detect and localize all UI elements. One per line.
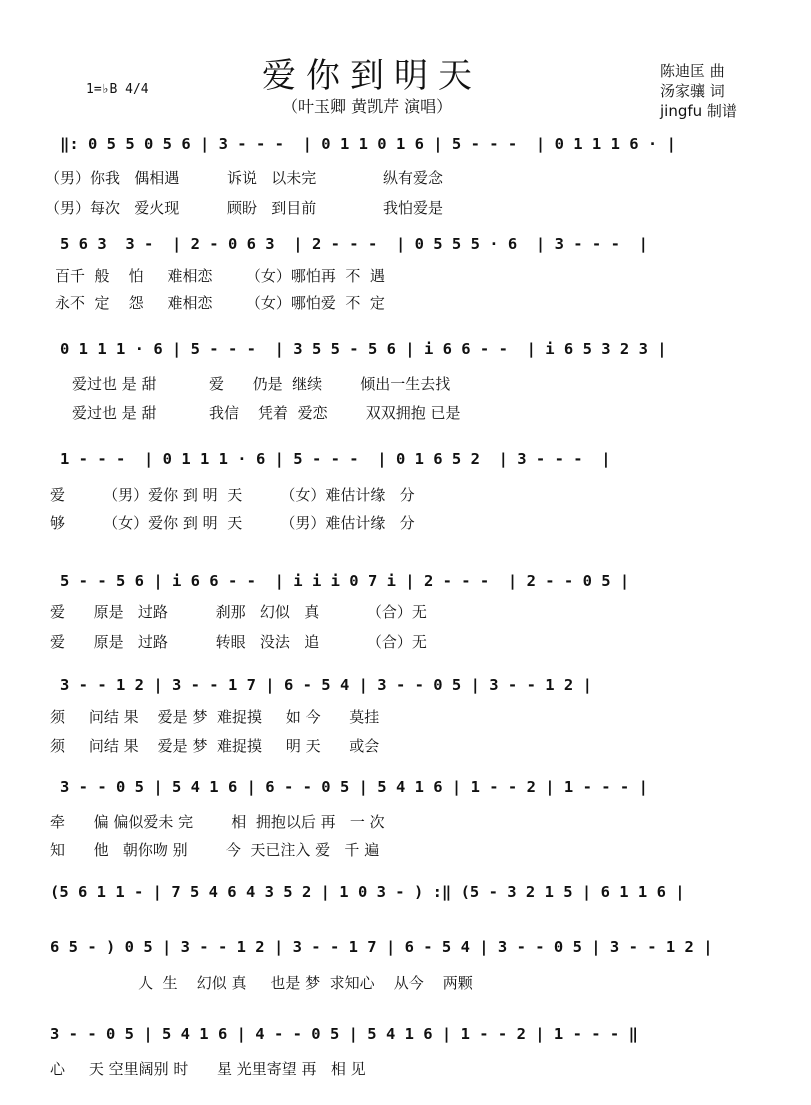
notation-line: 6 5 - ) 0 5 | 3 - - 1 2 | 3 - - 1 7 | 6 - 5 4 | 3 - - 0 5 | 3 - - 1 2 | xyxy=(50,938,713,956)
lyric-line: 须 问结 果 爱是 梦 难捉摸 明 天 或会 xyxy=(50,737,380,755)
notation-line: (5 6 1 1 - | 7 5 4 6 4 3 5 2 | 1 0 3 - ) :‖ (5 - 3 2 1 5 | 6 1 1 6 | xyxy=(50,883,685,901)
song-title: 爱你到明天 xyxy=(262,56,482,96)
lyric-line: 心 天 空里阔别 时 星 光里寄望 再 相 见 xyxy=(50,1060,366,1078)
composer-credit: 陈迪匡 曲 xyxy=(660,62,725,80)
notation-line: 3 - - 0 5 | 5 4 1 6 | 6 - - 0 5 | 5 4 1 6 | 1 - - 2 | 1 - - - | xyxy=(60,778,648,796)
lyric-line: 牵 偏 偏似爱未 完 相 拥抱以后 再 一 次 xyxy=(50,813,385,831)
lyric-line: 爱 原是 过路 转眼 没法 追 （合）无 xyxy=(50,633,427,651)
lyric-line: 爱过也 是 甜 爱 仍是 继续 倾出一生去找 xyxy=(72,375,451,393)
lyric-line: 够 （女）爱你 到 明 天 （男）难估计缘 分 xyxy=(50,514,415,532)
notation-line: 0 1 1 1 · 6 | 5 - - - | 3 5 5 - 5 6 | i 6 6 - - | i 6 5 3 2 3 | xyxy=(60,340,667,358)
lyric-line: 爱 原是 过路 刹那 幻似 真 （合）无 xyxy=(50,603,427,621)
arranger-credit: jingfu 制谱 xyxy=(660,102,737,120)
lyric-line: 须 问结 果 爱是 梦 难捉摸 如 今 莫挂 xyxy=(50,708,380,726)
notation-line: ‖: 0 5 5 0 5 6 | 3 - - - | 0 1 1 0 1 6 | 5 - - - | 0 1 1 1 6 · | xyxy=(60,135,676,153)
lyric-line: 人 生 幻似 真 也是 梦 求知心 从今 两颗 xyxy=(100,974,473,992)
song-subtitle: （叶玉卿 黄凯芹 演唱） xyxy=(282,97,453,116)
lyric-line: （男）你我 偶相遇 诉说 以未完 纵有爱念 xyxy=(45,169,444,187)
lyric-line: 知 他 朝你吻 别 今 天已注入 爱 千 遍 xyxy=(50,841,380,859)
lyric-line: 爱 （男）爱你 到 明 天 （女）难估计缘 分 xyxy=(50,486,415,504)
notation-line: 3 - - 0 5 | 5 4 1 6 | 4 - - 0 5 | 5 4 1 6 | 1 - - 2 | 1 - - - ‖ xyxy=(50,1025,638,1043)
notation-line: 5 - - 5 6 | i 6 6 - - | i i i 0 7 i | 2 - - - | 2 - - 0 5 | xyxy=(60,572,630,590)
lyricist-credit: 汤家骧 词 xyxy=(660,82,725,100)
notation-line: 1 - - - | 0 1 1 1 · 6 | 5 - - - | 0 1 6 5 2 | 3 - - - | xyxy=(60,450,611,468)
notation-line: 3 - - 1 2 | 3 - - 1 7 | 6 - 5 4 | 3 - - 0 5 | 3 - - 1 2 | xyxy=(60,676,592,694)
lyric-line: （男）每次 爱火现 顾盼 到目前 我怕爱是 xyxy=(45,199,444,217)
key-signature: 1=♭B 4/4 xyxy=(86,82,149,97)
lyric-line: 百千 般 怕 难相恋 （女）哪怕再 不 遇 xyxy=(55,267,385,285)
lyric-line: 永不 定 怨 难相恋 （女）哪怕爱 不 定 xyxy=(55,294,385,312)
notation-line: 5 6 3 3 - | 2 - 0 6 3 | 2 - - - | 0 5 5 5 · 6 | 3 - - - | xyxy=(60,235,648,253)
lyric-line: 爱过也 是 甜 我信 凭着 爱恋 双双拥抱 已是 xyxy=(72,404,461,422)
